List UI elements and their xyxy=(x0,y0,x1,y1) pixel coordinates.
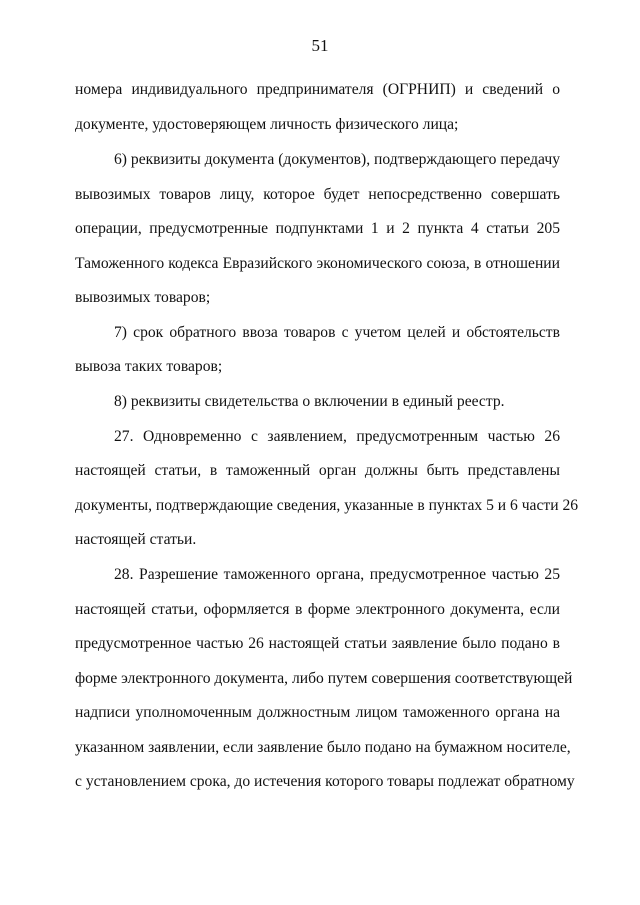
text-line: настоящей статьи, в таможенный орган должны быть представлены xyxy=(75,462,560,479)
page-number: 51 xyxy=(311,36,329,55)
text-line: операции, предусмотренные подпунктами 1 и 2 пункта 4 статьи 205 xyxy=(75,220,560,237)
text-line: 27. Одновременно с заявлением, предусмотренным частью 26 xyxy=(114,428,560,445)
text-line: настоящей статьи. xyxy=(75,531,197,548)
text-line: вывозимых товаров лицу, которое будет непосредственно совершать xyxy=(75,186,560,203)
text-line: вывоза таких товаров; xyxy=(75,358,223,375)
text-line: настоящей статьи, оформляется в форме электронного документа, если xyxy=(75,601,560,618)
text-line: Таможенного кодекса Евразийского экономического союза, в отношении xyxy=(75,255,560,272)
text-line: форме электронного документа, либо путем совершения соответствующей xyxy=(75,670,573,687)
text-line: номера индивидуального предпринимателя (ОГРНИП) и сведений о xyxy=(75,81,560,98)
text-line: документе, удостоверяющем личность физического лица; xyxy=(75,116,459,133)
text-line: 28. Разрешение таможенного органа, предусмотренное частью 25 xyxy=(114,566,560,583)
text-line: документы, подтверждающие сведения, указанные в пунктах 5 и 6 части 26 xyxy=(75,497,579,514)
text-line: предусмотренное частью 26 настоящей статьи заявление было подано в xyxy=(75,635,560,652)
text-line: надписи уполномоченным должностным лицом таможенного органа на xyxy=(75,704,560,721)
text-line: 6) реквизиты документа (документов), подтверждающего передачу xyxy=(114,151,560,168)
text-line: 7) срок обратного ввоза товаров с учетом целей и обстоятельств xyxy=(114,324,560,341)
text-line: с установлением срока, до истечения которого товары подлежат обратному xyxy=(75,773,575,790)
text-line: указанном заявлении, если заявление было подано на бумажном носителе, xyxy=(75,739,571,756)
text-line: вывозимых товаров; xyxy=(75,289,211,306)
text-line: 8) реквизиты свидетельства о включении в единый реестр. xyxy=(114,393,505,410)
